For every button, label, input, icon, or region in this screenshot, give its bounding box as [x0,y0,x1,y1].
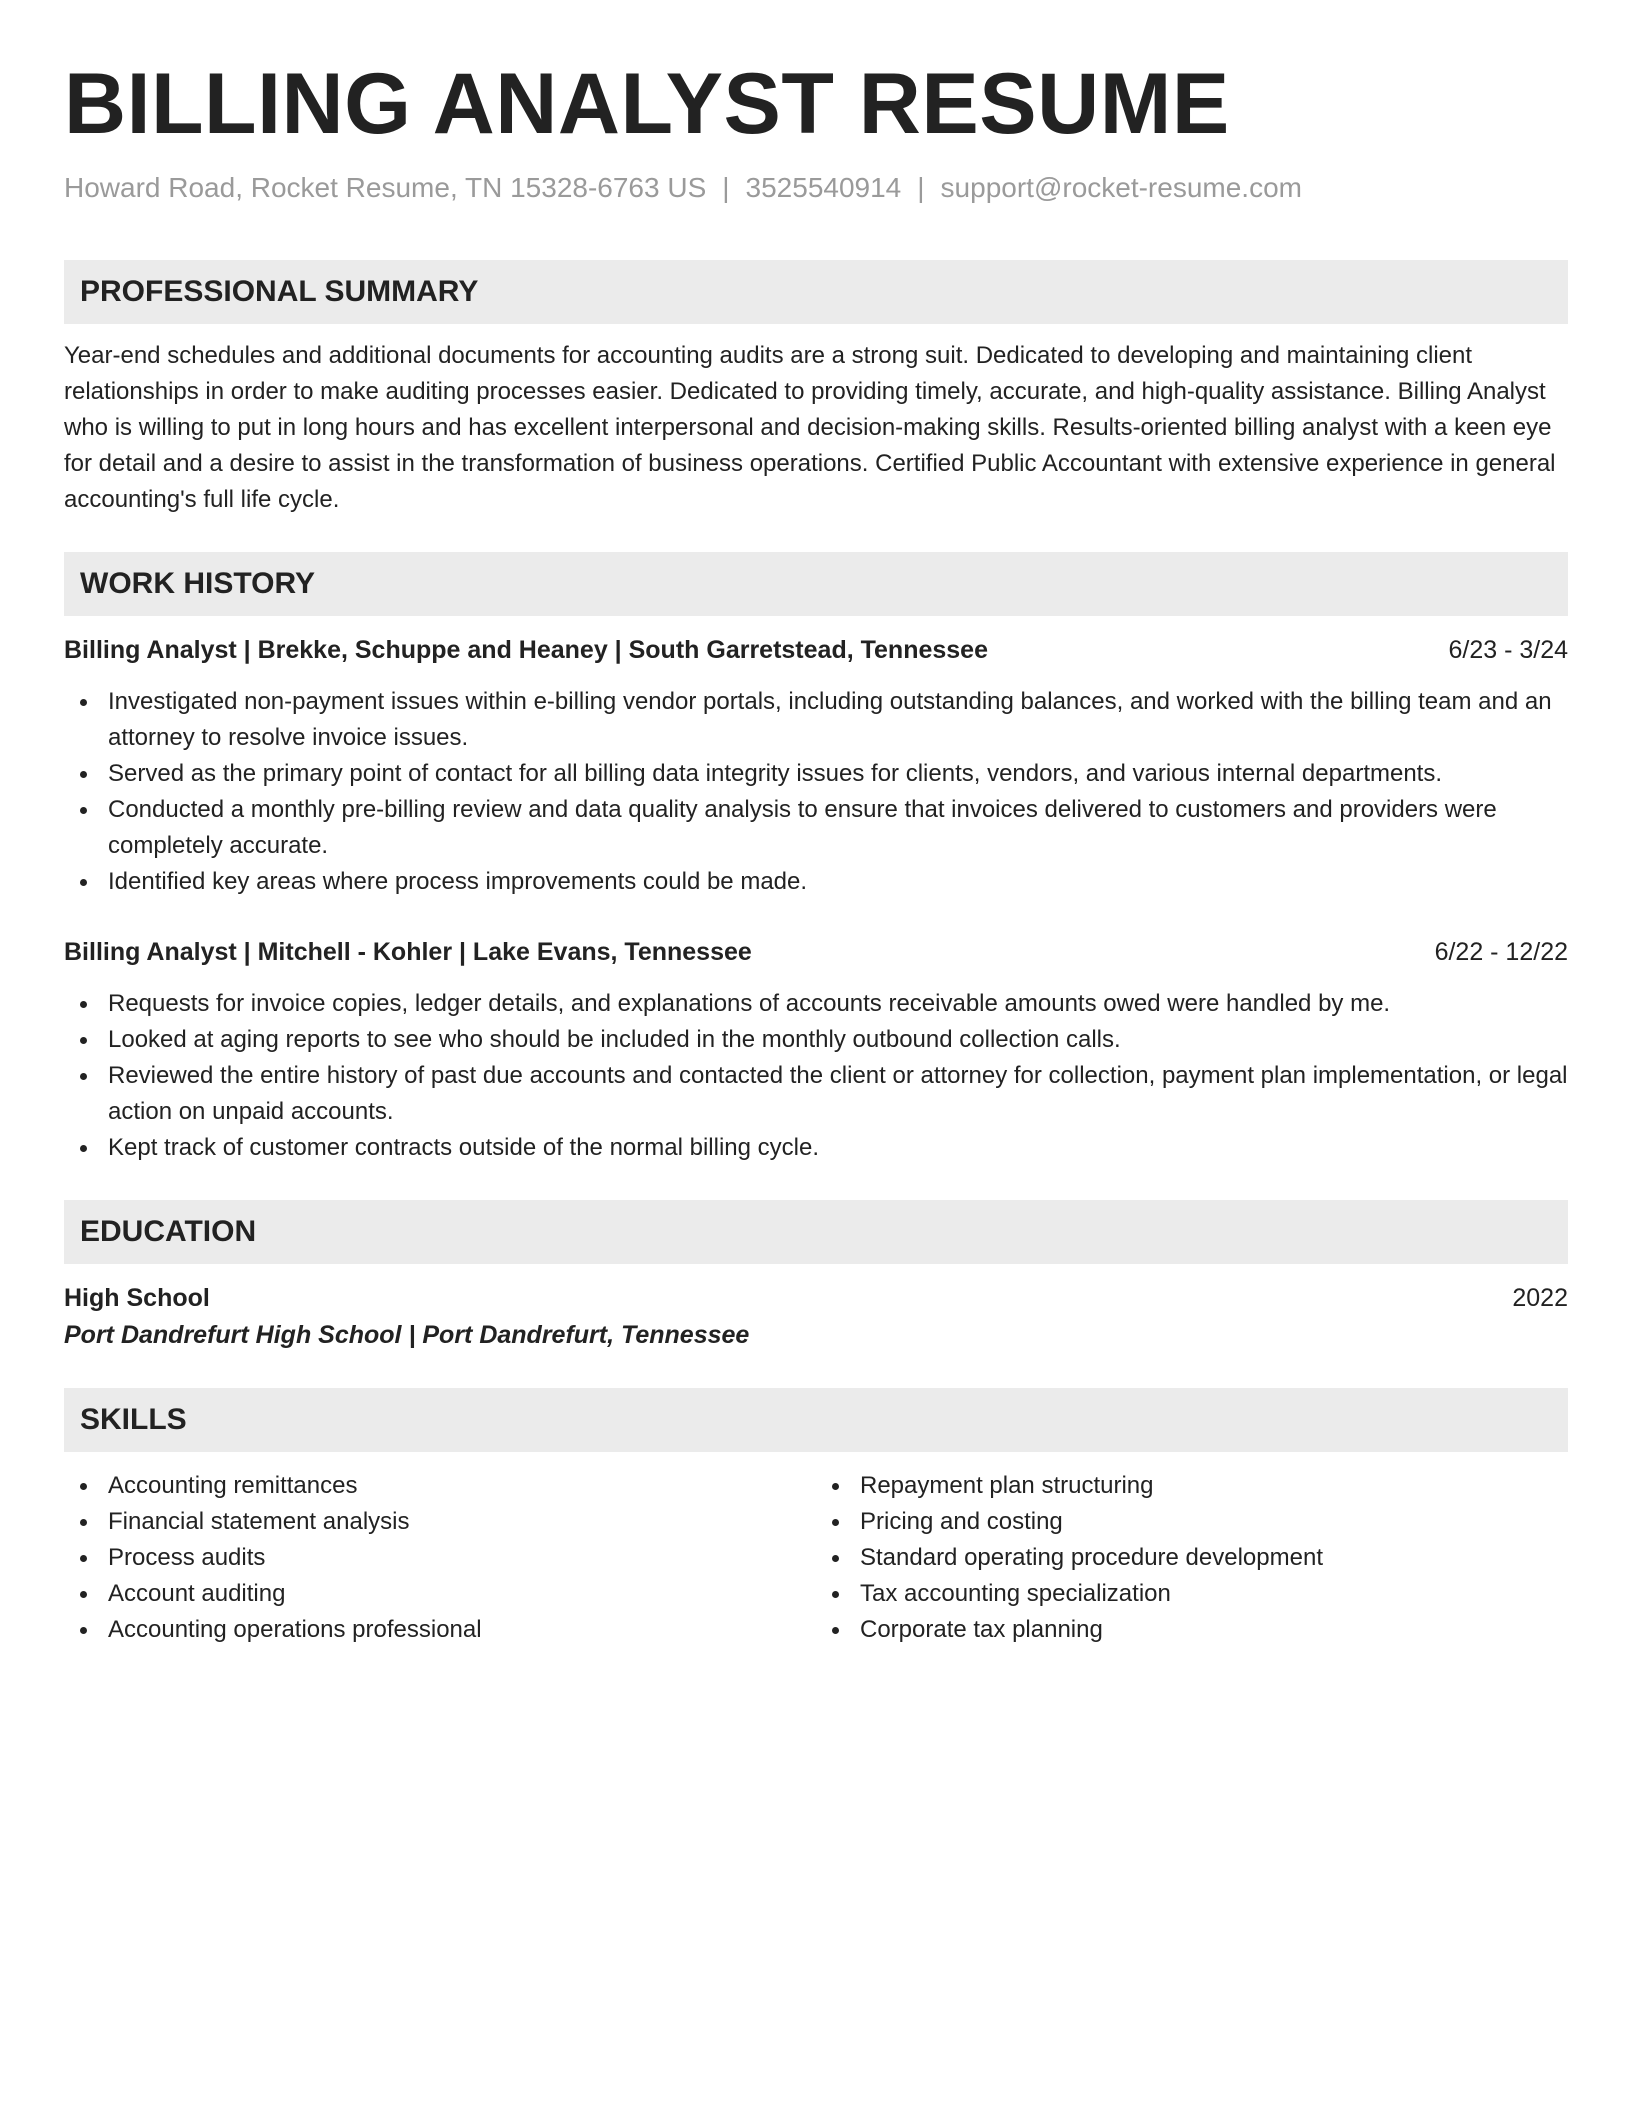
job-bullet: Identified key areas where process improvements could be made. [108,864,1568,900]
job-bullet: Investigated non-payment issues within e-billing vendor portals, including outstanding balances, and worked with the billing team and an attorney to resolve invoice issues. [108,684,1568,756]
skills-section-header: SKILLS [64,1388,1568,1452]
education-section-header: EDUCATION [64,1200,1568,1264]
skills-grid [64,1468,1568,1648]
job-bullet: Reviewed the entire history of past due accounts and contacted the client or attorney for collection, payment plan implementation, or legal action on unpaid accounts. [108,1058,1568,1130]
job-bullet-list [64,684,1568,900]
skill-item: Accounting operations professional [108,1612,816,1648]
skills-column-left [64,1468,816,1648]
contact-line [64,170,1568,206]
contact-separator: | [722,172,730,203]
summary-section-header: PROFESSIONAL SUMMARY [64,260,1568,324]
job-bullet: Kept track of customer contracts outside of the normal billing cycle. [108,1130,1568,1166]
job-bullet: Looked at aging reports to see who should be included in the monthly outbound collection calls. [108,1022,1568,1058]
contact-email: support@rocket-resume.com [940,172,1302,203]
job-bullet: Requests for invoice copies, ledger details, and explanations of accounts receivable amounts owed were handled by me. [108,986,1568,1022]
skill-item: Corporate tax planning [860,1612,1568,1648]
job-title: Billing Analyst | Brekke, Schuppe and Heaney | South Garretstead, Tennessee [64,636,988,664]
job-bullet: Conducted a monthly pre-billing review and data quality analysis to ensure that invoices delivered to customers and providers were completely accurate. [108,792,1568,864]
skill-item: Process audits [108,1540,816,1576]
skill-item: Accounting remittances [108,1468,816,1504]
skills-column-right [816,1468,1568,1648]
education-degree: High School [64,1284,210,1312]
summary-text: Year-end schedules and additional documents for accounting audits are a strong suit. Dedicated to developing and maintaining client relationships in order to make auditing processes easier. Dedicated to providing timely, accurate, and high-quality assistance. Billing Analyst who is willing to put in long hours and has excellent interpersonal and decision-making skills. Results-oriented billing analyst with a keen eye for detail and a desire to assist in the transformation of business operations. Certified Public Accountant with extensive experience in general accounting's full life cycle. [64,342,1556,513]
education-school: Port Dandrefurt High School | Port Dandrefurt, Tennessee [64,1321,750,1349]
contact-separator: | [917,172,925,203]
job-dates: 6/23 - 3/24 [1448,636,1568,664]
education-year: 2022 [1512,1284,1568,1312]
skill-item: Standard operating procedure development [860,1540,1568,1576]
skills-list [64,1468,816,1648]
work-history-section-header: WORK HISTORY [64,552,1568,616]
contact-phone: 3525540914 [745,172,902,203]
job-entry [64,934,1568,1166]
skill-item: Tax accounting specialization [860,1576,1568,1612]
skill-item: Repayment plan structuring [860,1468,1568,1504]
job-dates: 6/22 - 12/22 [1434,938,1568,966]
job-bullet: Served as the primary point of contact for all billing data integrity issues for clients, vendors, and various internal departments. [108,756,1568,792]
contact-address: Howard Road, Rocket Resume, TN 15328-6763 US [64,172,707,203]
skill-item: Financial statement analysis [108,1504,816,1540]
skills-list [816,1468,1568,1648]
job-title: Billing Analyst | Mitchell - Kohler | Lake Evans, Tennessee [64,938,752,966]
skill-item: Account auditing [108,1576,816,1612]
education-header [64,1280,1568,1316]
job-header [64,632,1568,668]
job-entry [64,632,1568,900]
resume-title: BILLING ANALYST RESUME [64,56,1230,152]
job-bullet-list [64,986,1568,1166]
skill-item: Pricing and costing [860,1504,1568,1540]
job-header [64,934,1568,970]
